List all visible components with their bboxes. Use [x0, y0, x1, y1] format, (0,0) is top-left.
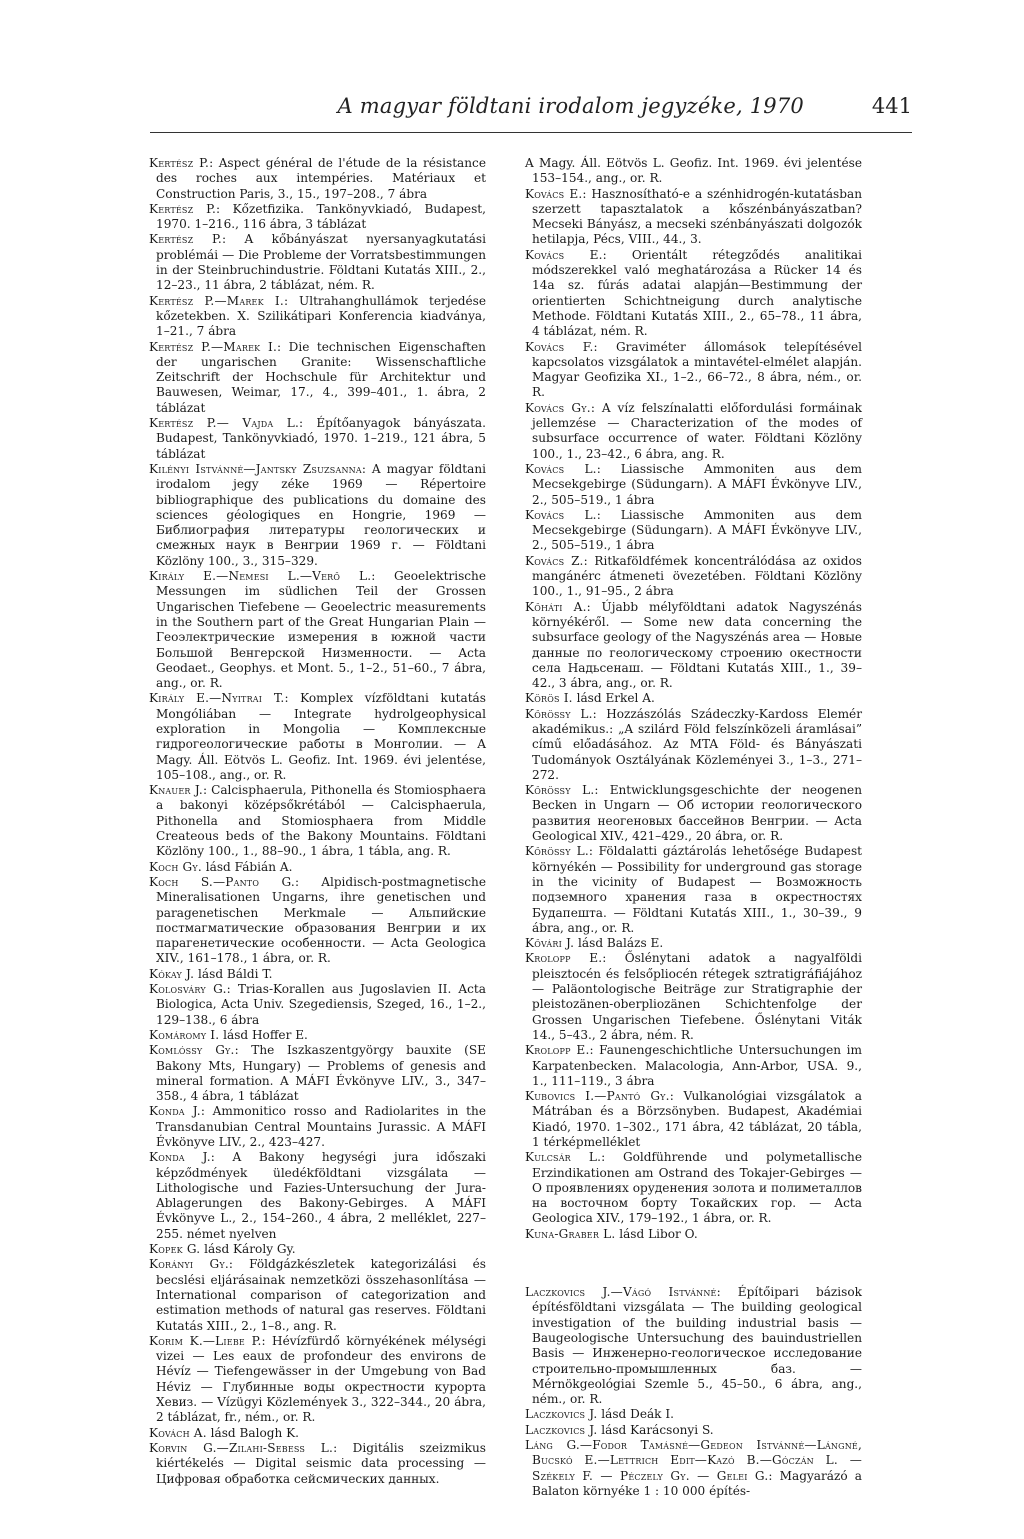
bibliography-entry: [525, 340, 862, 401]
bibliography-entry: [149, 1028, 486, 1043]
entry-text: : Újabb mélyföldtani adatok Nagyszénás környékéről. — Some new data concerning the subsurface geology of the Nagyszénás area — Новые данные по геологическому строению окестности села Надьсенаш. — Földtani Kutatás XIII., 1., 39–42., 3 ábra, ang., or. R.: [532, 599, 862, 691]
entry-author: Kókay J.: [149, 966, 195, 981]
bibliography-entry: [149, 462, 486, 569]
page-header: [150, 94, 912, 133]
entry-author: Kovács E.: [525, 186, 583, 201]
entry-author: Koch S.—Panto G.: [149, 874, 295, 889]
entry-author: Láng G.—Fodor Tamásné—Gedeon Istvánné—Lángné, Bucskó E.—Lettrich Edit—Kazó B.—Góczán L. — Székely F. — Péczely Gy. — Gelei G.: [525, 1438, 862, 1483]
entry-text: : Die technischen Eigenschaften der ungarischen Granite: Wissenschaftliche Zeitschrift der Hochschule für Architektur und Bauwesen, Weimar, 17., 4., 399–401., 1. ábra, 2 táblázat: [156, 339, 486, 415]
bibliography-entry: [525, 707, 862, 783]
entry-text: : Hasznosítható-e a szénhidrogén-kutatásban szerzett tapasztalatok a kőszénbányászatban? Mecseki Bányász, a mecseki szénbányászati dolgozók hetilapja, Pécs, VIII., 44., 3.: [532, 186, 862, 247]
entry-author: Kertész P.: [149, 201, 217, 216]
entry-text: : Graviméter állomások telepítésével kapcsolatos vizsgálatok a mintavétel-elmélet alapján. Magyar Geofizika XI., 1–2., 66–72., 8 ábra, ném., or. R.: [532, 339, 862, 400]
entry-text: : Építőipari bázisok építésföldtani vizsgálata — The building geological investigation of the building industrial basis — Baugeologische Untersuchung des bauindustriellen Basis — Инженерно-геологическое исследование строительно-промышленных баз. — Mérnökgeológiai Szemle 5., 45–50., 6 ábra, ang., ném., or. R.: [532, 1285, 862, 1407]
entry-text: lásd Libor O.: [615, 1226, 698, 1241]
entry-text: : Aspect général de l'étude de la résistance des roches aux intempéries. Matériaux et Construction Paris, 3., 15., 197–208., 7 ábra: [156, 156, 486, 201]
entry-text: : Faunengeschichtliche Untersuchungen im Karpatenbecken. Malacologia, Ann-Arbor, USA. 9., 1., 111–119., 3 ábra: [532, 1043, 862, 1088]
left-column: [149, 156, 486, 1487]
bibliography-entry: [149, 967, 486, 982]
entry-author: Kuna-Graber L.: [525, 1226, 616, 1241]
entry-author: Kovács L.: [525, 461, 597, 476]
entry-author: Knauer J.: [149, 783, 203, 798]
entry-text: : Calcisphaerula, Pithonella és Stomiosphaera a bakonyi középsőkrétából — Calcisphaerula, Pithonella and Stomiosphaera from Middle Createous beds of the Bakony Mountains. Földtani Közlöny 100., 1., 88–90., 1 ábra, 1 tábla, ang. R.: [156, 783, 486, 859]
bibliography-entry: [149, 569, 486, 691]
bibliography-entry: [149, 875, 486, 967]
bibliography-entry: [149, 1257, 486, 1333]
entry-author: Kertész P.: [149, 232, 222, 247]
entry-author: Kertész P.— Vajda L.: [149, 416, 300, 431]
running-title: A magyar földtani irodalom jegyzéke, 1970: [337, 94, 804, 118]
entry-author: Konda J.: [149, 1104, 201, 1119]
entry-author: Kopek G.: [149, 1242, 201, 1257]
entry-text: : Geoelektrische Messungen im südlichen Teil der Grossen Ungarischen Tiefebene — Geoelectric measurements in the Southern part of the Great Hungarian Plain — Геоэлектрические измерения в южной части Большой Венгерской Низменности. — Acta Geodaet., Geophys. et Mont. 5., 1–2., 51–60., 7 ábra, ang., or. R.: [156, 569, 487, 691]
bibliography-entry: [525, 1423, 862, 1438]
entry-author: Kovács Gy.: [525, 400, 591, 415]
bibliography-entry: [525, 187, 862, 248]
bibliography-entry: [149, 1043, 486, 1104]
section-gap: [525, 1242, 862, 1285]
bibliography-entry: [525, 401, 862, 462]
entry-text: : Trias-Korallen aus Jugoslavien II. Acta Biologica, Acta Univ. Szegediensis, Szeged, 16., 1–2., 129–138., 6 ábra: [156, 982, 486, 1027]
entry-author: Komáromy I.: [149, 1027, 220, 1042]
entry-author: Laczkovics J.: [525, 1422, 598, 1437]
entry-author: Korányi Gy.: [149, 1257, 229, 1272]
entry-author: Kulcsár L.: [525, 1150, 602, 1165]
entry-text: lásd Báldi T.: [194, 966, 273, 981]
entry-author: Kovács Z.: [525, 553, 584, 568]
entry-text: : Hévízfürdő környékének mélységi vizei — Les eaux de profondeur des environs de Hévíz — Tiefengewässer in der Umgebung von Bad Héviz — Глубинные воды окрестности курорта Хевиз. — Vízügyi Közlemények 3., 322–344., 20 ábra, 2 táblázat, fr., ném., or. R.: [156, 1333, 486, 1425]
entry-author: Konda J.: [149, 1150, 211, 1165]
entry-text: lásd Karácsonyi S.: [597, 1422, 714, 1437]
entry-text: lásd Fábián A.: [201, 859, 293, 874]
entry-text: : A kőbányászat nyersanyagkutatási problémái — Die Probleme der Vorratsbestimmungen in der Steinbruchindustrie. Földtani Kutatás XIII., 2., 12–23., 11 ábra, 2 táblázat, ném. R.: [156, 232, 486, 293]
entry-author: Kőrössy L.: [525, 706, 593, 721]
bibliography-entry: [149, 1150, 486, 1242]
entry-author: Kubovics I.—Pantó Gy.: [525, 1089, 670, 1104]
bibliography-entry: [149, 1242, 486, 1257]
entry-author: Kertész P.: [149, 156, 210, 170]
entry-text: : Magyarázó a Balaton környéke 1 : 10 000 építés-: [532, 1468, 862, 1498]
entry-author: Kilényi Istvánné—Jantsky Zsuzsanna: [149, 461, 362, 476]
bibliography-entry: [149, 416, 486, 462]
entry-text: : Digitális szeizmikus kiértékelés — Digital seismic data processing — Цифровая обработка сейсмических данных.: [156, 1440, 486, 1486]
bibliography-entry: [149, 860, 486, 875]
bibliography-entry: [525, 844, 862, 936]
entry-author: Kővári J.: [525, 936, 575, 951]
bibliography-entry: [525, 462, 862, 508]
bibliography-entry: [525, 248, 862, 340]
entry-text: : Ammonitico rosso and Radiolarites in the Transdanubian Central Mountains Jurassic. A MÁFI Évkönyve LIV., 2., 423–427.: [156, 1104, 486, 1149]
bibliography-entry: [525, 1438, 862, 1499]
entry-author: Kovács L.: [525, 507, 597, 522]
bibliography-entry: [525, 1089, 862, 1150]
bibliography-entry: [149, 294, 486, 340]
entry-author: Komlóssy Gy.: [149, 1043, 235, 1058]
entry-author: Kőrössy L.: [525, 844, 589, 859]
bibliography-entry: [525, 951, 862, 1043]
entry-author: Kovács F.: [525, 339, 594, 354]
bibliography-entry: [149, 691, 486, 783]
entry-text: : A magyar földtani irodalom jegy zéke 1969 — Répertoire bibliographique des publications du domaine des sciences géologiques en Hongrie, 1969 — Библиография литературы геологических и смежных наук в Венгрии 1969 г. — Földtani Közlöny 100., 3., 315–329.: [156, 461, 486, 568]
entry-text: : Ultrahanghullámok terjedése kőzetekben. X. Szilikátipari Konferencia kiadványa, 1–21., 7 ábra: [156, 293, 486, 339]
entry-text: : Földalatti gáztárolás lehetősége Budapest környékén — Possibility for underground gas storage in the vicinity of Budapest — Возможность подземного хранения газа в окрестностях Будапешта. — Földtani Kutatás XIII., 1., 30–39., 9 ábra, ang., or. R.: [532, 844, 863, 935]
entry-author: Kolosváry G.: [149, 982, 227, 997]
entry-text: lásd Károly Gy.: [200, 1242, 296, 1257]
bibliography-entry: [525, 691, 862, 706]
entry-text: lásd Hoffer E.: [219, 1027, 308, 1042]
bibliography-entry: [525, 1150, 862, 1226]
entry-text: : Kőzetfizika. Tankönyvkiadó, Budapest, 1970. 1–216., 116 ábra, 3 táblázat: [156, 201, 486, 232]
bibliography-entry: [149, 232, 486, 293]
entry-text: : Földgázkészletek kategorizálási és becslési eljárásainak nemzetközi összehasonlítása — International comparison of categorization and estimation methods of natural gas reserves. Földtani Kutatás XIII., 2., 1–8., ang. R.: [156, 1257, 486, 1333]
entry-text: : Vulkanológiai vizsgálatok a Mátrában és a Börzsönyben. Budapest, Akadémiai Kiadó, 1970. 1–302., 171 ábra, 42 táblázat, 20 tábla, 1 térképmelléklet: [532, 1089, 862, 1149]
bibliography-entry: [525, 508, 862, 554]
entry-author: Laczkovics J.: [525, 1407, 598, 1422]
bibliography-entry: [525, 783, 862, 844]
entry-author: Kertész P.—Marek I.: [149, 293, 284, 308]
entry-text: : Liassische Ammoniten aus dem Mecsekgebirge (Südungarn). A MÁFI Évkönyve LIV., 2., 505–519., 1 ábra: [532, 507, 862, 553]
bibliography-entry: [149, 1441, 486, 1487]
bibliography-entry: [149, 783, 486, 859]
bibliography-entry: [525, 1407, 862, 1422]
entry-author: Krolopp E.: [525, 951, 603, 966]
entry-text: A Magy. Áll. Eötvös L. Geofiz. Int. 1969. évi jelentése 153–154., ang., or. R.: [525, 156, 862, 186]
entry-author: Laczkovics J.—Vágó Istvánné: [525, 1285, 717, 1300]
entry-author: Király E.—Nyitrai T.: [149, 691, 285, 706]
entry-text: : Liassische Ammoniten aus dem Mecsekgebirge (Südungarn). A MÁFI Évkönyve LIV., 2., 505–519., 1 ábra: [532, 461, 862, 507]
entry-author: Korvin G.—Zilahi-Sebess L.: [149, 1440, 334, 1455]
entry-author: Korim K.—Liebe P.: [149, 1333, 262, 1348]
entry-author: Kovács E.: [525, 247, 603, 262]
entry-text: : Komplex vízföldtani kutatás Mongóliában — Integrate hydrolgeophysical exploration in Mongolia — Комплексные гидрогеологические работы в Монголии. — A Magy. Áll. Eötvös L. Geofiz. Int. 1969. évi jelentése, 105–108., ang., or. R.: [156, 691, 486, 782]
bibliography-entry: [149, 340, 486, 416]
entry-text: lásd Deák I.: [597, 1407, 674, 1422]
bibliography-entry: [525, 1043, 862, 1089]
entry-text: : Entwicklungsgeschichte der neogenen Becken in Ungarn — Об истории геологического развития неогеновых бассейнов Венгрии. — Acta Geological XIV., 421–429., 20 ábra, or. R.: [532, 783, 862, 844]
bibliography-entry: [525, 156, 862, 187]
entry-text: : A víz felszínalatti előfordulási formáinak jellemzése — Characterization of the modes of subsurface occurrence of water. Földtani Közlöny 100., 1., 23–42., 6 ábra, ang. R.: [532, 400, 862, 461]
entry-text: lásd Erkel A.: [572, 691, 655, 706]
bibliography-entry: [149, 1426, 486, 1441]
entry-text: : The Iszkaszentgyörgy bauxite (SE Bakony Mts, Hungary) — Problems of genesis and mineral formation. A MÁFI Évkönyve LIV., 3., 347–358., 4 ábra, 1 táblázat: [156, 1043, 486, 1104]
bibliography-entry: [525, 936, 862, 951]
entry-author: Kovách A.: [149, 1425, 207, 1440]
bibliography-entry: [525, 554, 862, 600]
entry-text: : Őslénytani adatok a nagyalföldi pleisztocén és felsőpliocén rétegek sztratigráfiájához — Paläontologische Beiträge zur Stratigraphie der pleistozänen-oberpliozänen Schichtenfolge der Grossen Ungarischen Tiefebene. Őslénytani Viták 14., 5–43., 2 ábra, ném. R.: [532, 951, 862, 1042]
entry-text: : Építőanyagok bányászata. Budapest, Tankönyvkiadó, 1970. 1–219., 121 ábra, 5 táblázat: [156, 416, 486, 461]
entry-text: : Hozzászólás Szádeczky-Kardoss Elemér akadémikus.: „A szilárd Föld felszínközeli áramlásai” című előadásához. Az MTA Föld- és Bányászati Tudományok Osztályának Közleményei 3., 1–3., 271–272.: [532, 706, 862, 782]
entry-author: Körös I.: [525, 691, 573, 706]
entry-author: Kőháti A.: [525, 599, 587, 614]
entry-author: Kőrössy L.: [525, 783, 595, 798]
entry-author: Király E.—Nemesi L.—Verő L.: [149, 569, 372, 584]
bibliography-entry: [149, 1104, 486, 1150]
entry-text: lásd Balogh K.: [206, 1425, 300, 1440]
right-column: [525, 156, 862, 1499]
bibliography-entry: [525, 1227, 862, 1242]
entry-author: Kertész P.—Marek I.: [149, 339, 278, 354]
entry-text: : Goldführende und polymetallische Erzindikationen am Ostrand des Tokajer-Gebirges — О проявлениях оруденения золота и полиметаллов на восточном борту Токайских гор. — Acta Geologica XIV., 179–192., 1 ábra, or. R.: [532, 1150, 862, 1226]
entry-author: Krolopp E.: [525, 1043, 590, 1058]
entry-text: : A Bakony hegységi jura időszaki képződmények üledékföldtani vizsgálata — Lithologische und Fazies-Untersuchung der Jura-Ablagerungen des Bakony-Gebirges. A MÁFI Évkönyve L., 2., 154–260., 4 ábra, 2 melléklet, 227–255. német nyelven: [156, 1150, 486, 1241]
bibliography-entry: [149, 1334, 486, 1426]
bibliography-entry: [149, 982, 486, 1028]
entry-text: : Orientált rétegződés analitikai módszerekkel való meghatározása a Rücker 14 és 14a sz. fúrás adatai alapján—Bestimmung der orientierten Schichtneigung durch analytische Methode. Földtani Kutatás XIII., 2., 65–78., 11 ábra, 4 táblázat, ném. R.: [532, 247, 862, 339]
entry-author: Koch Gy.: [149, 859, 202, 874]
entry-text: : Ritkaföldfémek koncentrálódása az oxidos mangánérc átmeneti övezetében. Földtani Közlöny 100., 1., 91–95., 2 ábra: [532, 553, 862, 599]
entry-text: lásd Balázs E.: [574, 936, 664, 951]
entry-text: : Alpidisch-postmagnetische Mineralisationen Ungarns, ihre genetischen und paragenetischen Merkmale — Альпийские постмагматические образования Венгрии и их парагенетические особенности. — Acta Geologica XIV., 161–178., 1 ábra, or. R.: [156, 874, 486, 966]
bibliography-entry: [525, 600, 862, 692]
bibliography-entry: [525, 1285, 862, 1407]
page-number: 441: [871, 94, 912, 118]
bibliography-entry: [149, 202, 486, 233]
bibliography-entry: [149, 156, 486, 202]
